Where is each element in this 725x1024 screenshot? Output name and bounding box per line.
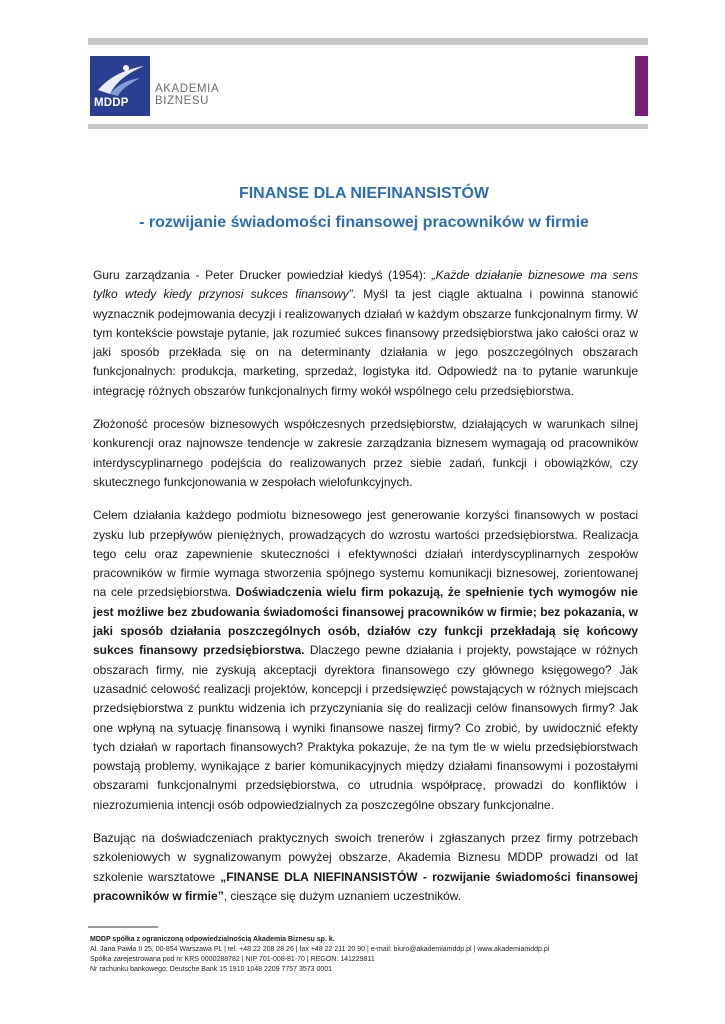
paragraph-2: Złożoność procesów biznesowych współczesnych przedsiębiorstw, działających w warunkach silnej konkurencji oraz najnowsze tendencje w zakresie zarządzania biznesem wymagają od pracowników interdyscyplinarnego podejścia do realizowanych przez siebie zadań, funkcji i obowiązków, czy skutecznego funkcjonowania w zespołach wielofunkcyjnych. <box>93 417 638 489</box>
header-accent-bar <box>635 56 648 116</box>
footer-registration: Spółka zarejestrowana pod nr KRS 0000288782 | NIP 701-008-81-70 | REGON: 141229811 <box>90 956 375 963</box>
p4-text-b: , cieszące się dużym uznaniem uczestników. <box>223 888 462 903</box>
footer-address: Al. Jana Pawła II 25, 00-854 Warszawa PL | tel. +48 22 208 28 26 | fax +48 22 211 20 90 | e-mail: biuro@akademiamddp.pl | www.akademiamddp.pl <box>90 946 550 953</box>
p3-bold: Doświadczenia wielu firm pokazują, że spełnienie tych wymogów nie jest możliwe bez zbudowania świadomości finansowej pracowników w firmie; bez pokazania, w jaki sposób działania poszczególnych osób, działów czy funkcji przekładają się końcowy sukces finansowy przedsiębiorstwa. <box>93 585 638 658</box>
paragraph-1 <box>93 266 638 401</box>
paragraph-3 <box>93 506 638 815</box>
p3-text-a: Celem działania każdego podmiotu biznesowego jest generowanie korzyści finansowych w postaci zysku lub przepływów pieniężnych, prowadzących do wzrostu wartości przedsiębiorstwa. Realizacja tego celu oraz zapewnienie skuteczności i efektywności działań interdyscyplinarnych zespołów pracowników w firmie wymaga stworzenia spójnego systemu komunikacji biznesowej, zorientowanej na cele przedsiębiorstwa. <box>93 508 638 600</box>
logo-line-2: BIZNESU <box>155 95 210 107</box>
header-bottom-bar <box>88 124 648 129</box>
logo-mddp-text: MDDP <box>94 97 129 109</box>
p1-quote: „Każde działanie biznesowe ma sens tylko wtedy kiedy przynosi sukces finansowy” <box>93 268 638 302</box>
footer-bank: Nr rachunku bankowego: Deutsche Bank 15 1910 1048 2209 7757 3573 0001 <box>90 966 333 973</box>
header-top-bar <box>88 38 648 45</box>
title-line-2: - rozwijanie świadomości finansowej pracowników w firmie <box>139 214 589 231</box>
logo-wordmark <box>155 83 219 107</box>
title-line-1: FINANSE DLA NIEFINANSISTÓW <box>238 185 490 202</box>
footer <box>90 935 650 975</box>
document-body <box>93 266 638 920</box>
paragraph-4 <box>93 829 638 906</box>
p1-text-b: . Myśl ta jest ciągle aktualna i powinna stanowić wyznacznik podejmowania decyzji i realizowanych działań w każdym obszarze funkcjonalnym firmy. W tym kontekście powstaje pytanie, jak rozumieć sukces finansowy przedsiębiorstwa jako całości oraz w jaki sposób przekłada się on na determinanty działania w jego poszczególnych obszarach funkcjonalnych: produkcja, marketing, sprzedaż, logistyka itd. Odpowiedź na to pytanie warunkuje integrację różnych obszarów funkcjonalnych firmy wokół wspólnego celu przedsiębiorstwa. <box>93 287 638 398</box>
p4-text-a: Bazując na doświadczeniach praktycznych swoich trenerów i zgłaszanych przez firmy potrzebach szkoleniowych w sygnalizowanym powyżej obszarze, Akademia Biznesu MDDP prowadzi od lat szkolenie warsztatowe <box>93 831 638 884</box>
p3-text-b: Dlaczego pewne działania i projekty, powstające w różnych obszarach firmy, nie zyskują akceptacji dyrektora finansowego czy głównego księgowego? Jak uzasadnić celowość realizacji projektów, koncepcji i przedsięwzięć powstających w różnych miejscach przedsiębiorstwa z punktu widzenia ich przyczyniania się do realizacji celów finansowych firmy? Jak one wpłyną na sytuację finansową i wyniki finansowe naszej firmy? Co zrobić, by uwidocznić efekty tych działań w raportach finansowych? Praktyka pokazuje, że na tym tle w wielu przedsiębiorstwach powstają problemy, wynikające z barier komunikacyjnych między działami finansowymi i pozostałymi obszarami funkcjonalnymi przedsiębiorstwa, co utrudnia współpracę, prowadzi do konfliktów i niezrozumienia intencji osób odpowiedzialnych za poszczególne obszary funkcjonalne. <box>93 643 638 812</box>
p1-text-a: Guru zarządzania - Peter Drucker powiedział kiedyś (1954): <box>93 268 432 282</box>
footer-company: MDDP spółka z ograniczoną odpowiedzialnością Akademia Biznesu sp. k. <box>90 936 335 943</box>
document-title <box>88 184 640 233</box>
mddp-logo <box>90 56 150 116</box>
footer-divider <box>88 926 158 928</box>
p4-bold: „FINANSE DLA NIEFINANSISTÓW - rozwijanie świadomości finansowej pracowników w firmie” <box>93 869 639 903</box>
logo-line-1: AKADEMIA <box>155 83 220 95</box>
